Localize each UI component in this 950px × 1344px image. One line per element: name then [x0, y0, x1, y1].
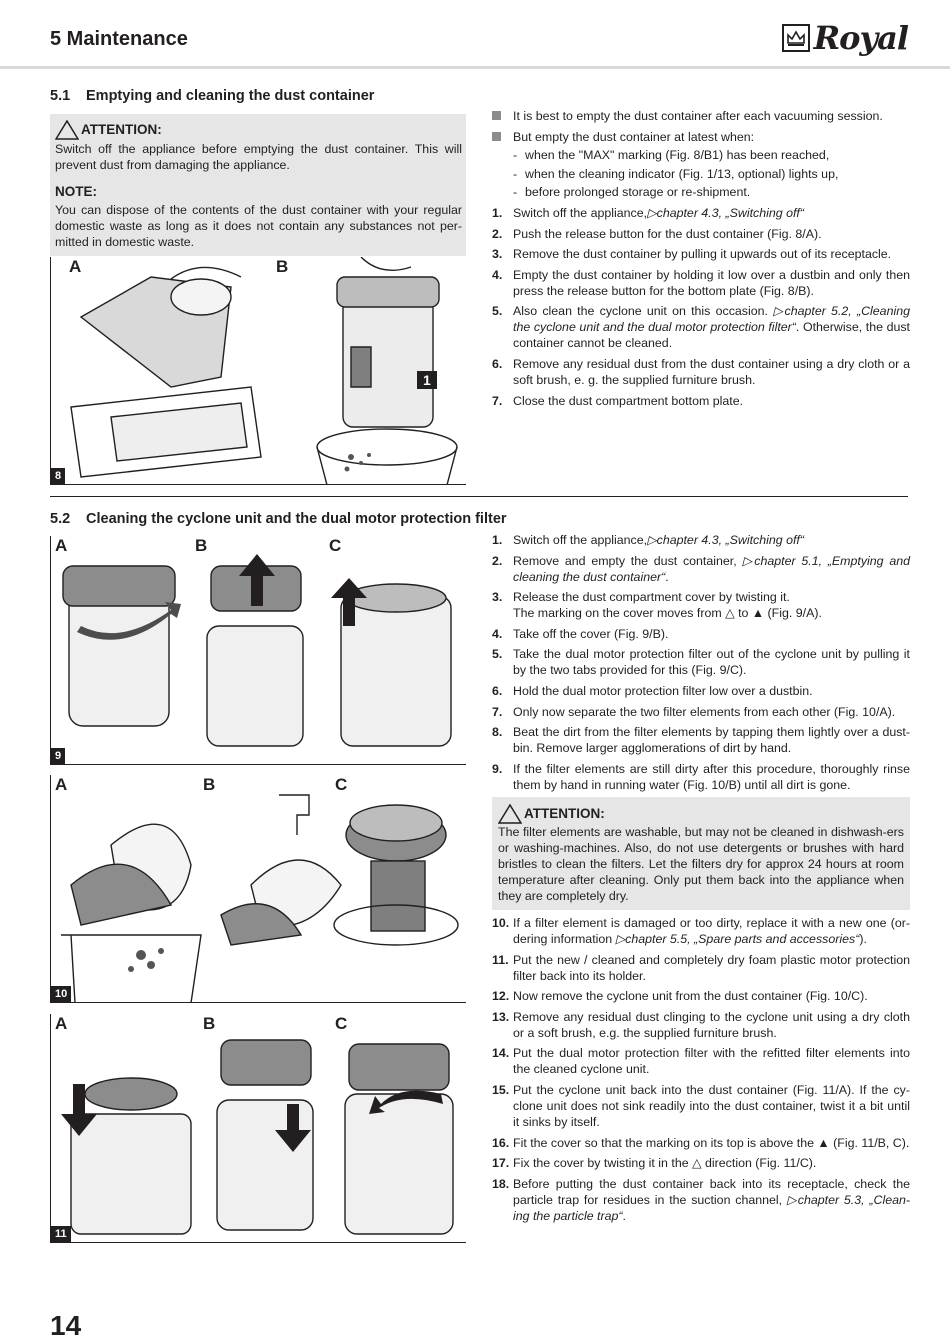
list-item: 7. Close the dust compartment bottom plate. — [492, 393, 744, 408]
step-number: 13. — [492, 1009, 510, 1024]
figure-8-callout: 1 — [417, 371, 437, 389]
page-number: 14 — [50, 1310, 82, 1341]
attention-box — [50, 114, 466, 179]
figure-11 — [50, 1014, 466, 1243]
figure-10 — [50, 775, 466, 1003]
chapter-reference: ▷chapter 5.3, „Clean-ing the particle trap“ — [513, 1192, 910, 1223]
section-title-5-1: 5.1 Emptying and cleaning the dust container — [50, 88, 375, 104]
list-item: 18. Before putting the dust container back into its receptacle, check the particle trap for residues in the suction channel, ▷chapter 5.3, „Clean-ing the particle trap“. — [492, 1176, 910, 1223]
step-number: 17. — [492, 1156, 510, 1171]
chapter-reference: ▷chapter 4.3, „Switching off“ — [647, 533, 805, 547]
figure-11-illustration — [51, 1014, 466, 1243]
step-number: 8. — [492, 725, 503, 740]
list-item: 13. Remove any residual dust clinging to the cyclone unit using a dry cloth or a soft brush, e.g. the supplied furniture brush. — [492, 1009, 910, 1040]
figure-11-number: 11 — [51, 1226, 71, 1242]
figure-10-illustration — [51, 775, 466, 1003]
list-item: 10. If a filter element is damaged or too dirty, replace it with a new one (or-dering information ▷chapter 5.5, „Spare parts and accessories“). — [492, 916, 910, 946]
figure-10-label-c: C — [335, 775, 348, 794]
figure-9-label-b: B — [195, 536, 208, 555]
figure-11-label-c: C — [335, 1014, 348, 1033]
step-number: 18. — [492, 1176, 510, 1191]
chapter-reference: ▷chapter 5.2, „Cleaning the cyclone unit and the dual motor protection filter“ — [513, 304, 910, 335]
figure-9-label-c: C — [329, 536, 342, 555]
chapter-reference: ▷chapter 5.1, „Emptying and cleaning the dust container“ — [513, 553, 910, 584]
step-number: 1. — [492, 533, 503, 547]
section-5-2-instructions-b — [492, 915, 910, 1228]
list-item: 4. Empty the dust container by holding it low over a dustbin and only then press the release button for the bottom plate (Fig. 8/B). — [492, 267, 910, 298]
list-item: 17. Fix the cover by twisting it in the △ direction (Fig. 11/C). — [492, 1156, 817, 1171]
note-box — [50, 178, 466, 256]
step-number: 4. — [492, 626, 503, 641]
list-item: 5. Also clean the cyclone unit on this occasion. ▷chapter 5.2, „Cleaning the cyclone unit and the dual motor protection filter“. Otherwise, the dust container cannot be cleaned. — [492, 304, 910, 351]
step-number: 14. — [492, 1046, 510, 1061]
attention-heading: ATTENTION: — [81, 122, 162, 137]
figure-11-label-a: A — [55, 1014, 68, 1033]
figure-9-number: 9 — [51, 748, 65, 764]
list-item: 4. Take off the cover (Fig. 9/B). — [492, 626, 669, 641]
step-number: 15. — [492, 1082, 510, 1097]
list-item: It is best to empty the dust container after each vacuuming session. — [492, 108, 910, 124]
page-title: 5 Maintenance — [50, 28, 188, 50]
step-number: 11. — [492, 952, 509, 967]
list-item: But empty the dust container at latest when: — [492, 129, 910, 145]
step-number: 4. — [492, 267, 503, 282]
list-item: 7. Only now separate the two filter elements from each other (Fig. 10/A). — [492, 704, 896, 719]
figure-8-label-a: A — [69, 257, 82, 276]
step-number: 16. — [492, 1135, 510, 1150]
step-number: 6. — [492, 356, 503, 371]
list-item: 9. If the filter elements are still dirty after this procedure, thoroughly rinse them by hand in running water (Fig. 10/B) until all dirt is gone. — [492, 761, 910, 792]
list-item: 11. Put the new / cleaned and completely dry foam plastic motor protection filter back into its holder. — [492, 952, 910, 983]
step-number: 6. — [492, 683, 503, 698]
list-subitem: - when the cleaning indicator (Fig. 1/13, optional) lights up, — [513, 166, 839, 181]
square-bullet-icon — [492, 111, 501, 120]
list-subitem: - when the "MAX" marking (Fig. 8/B1) has been reached, — [513, 148, 830, 163]
step-number: 3. — [492, 247, 503, 262]
figure-10-label-b: B — [203, 775, 216, 794]
chapter-reference: ▷chapter 5.5, „Spare parts and accessories“ — [615, 932, 860, 946]
figure-9-label-a: A — [55, 536, 68, 555]
brand-logo — [782, 19, 908, 57]
step-number: 9. — [492, 761, 503, 776]
list-item: 1. Switch off the appliance,▷chapter 4.3, „Switching off“ — [492, 533, 805, 547]
filter-attention-box — [492, 797, 910, 910]
step-number: 5. — [492, 304, 503, 319]
header-divider — [0, 66, 950, 69]
step-number: 7. — [492, 393, 503, 408]
attention-text: The filter elements are washable, but may not be cleaned in dishwash-ers or washing-machines. Also, do not use detergents or brushes with hard bristles to clean the filters. Let the filters dry for approx 24 hours at room temperature after cleaning. Only put them back into the appliance when they are completely dry. — [498, 825, 904, 903]
step-number: 5. — [492, 647, 503, 662]
section-5-1-instructions — [492, 108, 910, 413]
list-item: 3. Remove the dust container by pulling it upwards out of its receptacle. — [492, 247, 892, 262]
figure-11-label-b: B — [203, 1014, 216, 1033]
attention-heading: ATTENTION: — [524, 806, 605, 821]
list-item: 16. Fit the cover so that the marking on its top is above the ▲ (Fig. 11/B, C). — [492, 1135, 910, 1150]
step-number: 3. — [492, 590, 503, 605]
chapter-reference: ▷chapter 4.3, „Switching off“ — [647, 205, 805, 220]
step-number: 12. — [492, 989, 510, 1004]
list-item: 5. Take the dual motor protection filter out of the cyclone unit by pulling it by the two tabs provided for this (Fig. 9/C). — [492, 647, 910, 678]
crown-icon — [782, 24, 810, 52]
list-item: 6. Hold the dual motor protection filter low over a dustbin. — [492, 683, 813, 698]
note-text: You can dispose of the contents of the dust container with your regular domestic waste as long as it does not contain any substances not per-mitted in domestic waste. — [55, 203, 462, 249]
list-item: 2. Remove and empty the dust container, ▷chapter 5.1, „Emptying and cleaning the dust container“. — [492, 553, 910, 584]
list-item: 15. Put the cyclone unit back into the dust container (Fig. 11/A). If the cy-clone unit does not sink readily into the dust container, twist it a bit until it sinks by itself. — [492, 1082, 910, 1129]
list-subitem: - before prolonged storage or re-shipment. — [513, 185, 751, 200]
list-item: 14. Put the dual motor protection filter with the refitted filter elements into the cleaned cyclone unit. — [492, 1046, 910, 1077]
figure-10-label-a: A — [55, 775, 68, 794]
figure-8 — [50, 257, 466, 485]
warning-icon — [55, 120, 79, 140]
figure-9-illustration — [51, 536, 466, 765]
list-item: 2. Push the release button for the dust container (Fig. 8/A). — [492, 226, 822, 241]
step-number: 2. — [492, 553, 503, 568]
section-5-2-instructions-a — [492, 532, 910, 797]
figure-8-number: 8 — [51, 468, 65, 484]
step-number: 1. — [492, 205, 503, 220]
figure-9 — [50, 536, 466, 765]
step-number: 2. — [492, 226, 503, 241]
section-divider — [50, 496, 908, 497]
list-item: 8. Beat the dirt from the filter elements by tapping them lightly over a dust-bin. Remove larger agglomerations of dirt by hand. — [492, 725, 910, 756]
list-item: 12. Now remove the cyclone unit from the dust container (Fig. 10/C). — [492, 989, 868, 1004]
section-title-5-2: 5.2 Cleaning the cyclone unit and the dual motor protection filter — [50, 511, 507, 527]
list-item: 6. Remove any residual dust from the dust container using a dry cloth or a soft brush, e. g. the supplied furniture brush. — [492, 356, 910, 387]
brand-wordmark: Royal — [813, 19, 908, 57]
step-number: 10. — [492, 916, 510, 930]
step-number: 7. — [492, 704, 503, 719]
square-bullet-icon — [492, 132, 501, 141]
list-item: 3. Release the dust compartment cover by twisting it. The marking on the cover moves from △ to ▲ (Fig. 9/A). — [492, 590, 822, 621]
figure-8-label-b: B — [276, 257, 289, 276]
list-item: 1. Switch off the appliance,▷chapter 4.3, „Switching off“ — [492, 205, 805, 220]
warning-icon — [498, 804, 522, 824]
figure-8-illustration — [51, 257, 466, 485]
attention-text: Switch off the appliance before emptying the dust container. This will prevent dust from damaging the appliance. — [55, 142, 462, 172]
note-heading: NOTE: — [55, 184, 97, 199]
figure-10-number: 10 — [51, 986, 71, 1002]
